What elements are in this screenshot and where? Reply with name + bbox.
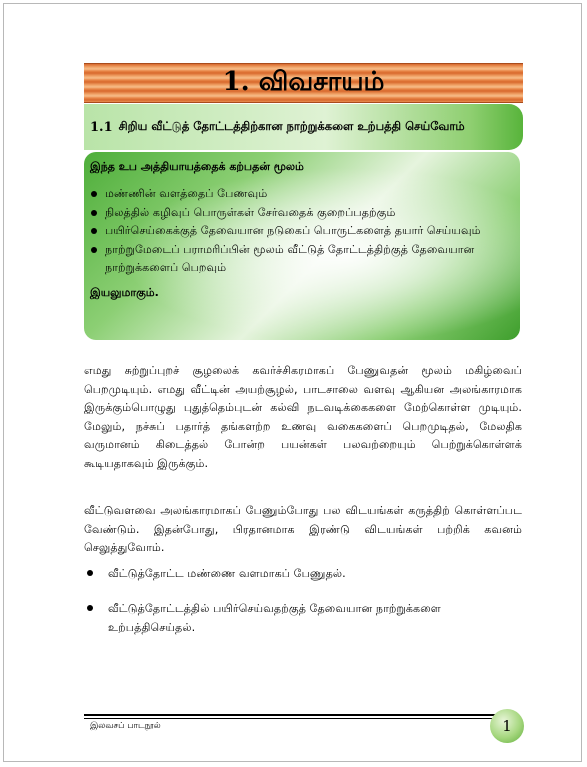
objective-item: நாற்றுமேடைப் பராமரிப்பின் மூலம் வீட்டுத் தோட்டத்திற்குத் தேவையான நாற்றுக்களைப் பெறவும்	[90, 241, 514, 278]
objective-item: நிலத்தில் கழிவுப் பொருள்கள் சேர்வதைக் குறைப்பதற்கும்	[90, 204, 514, 223]
chapter-banner	[84, 63, 523, 103]
footer-rule	[84, 714, 501, 716]
objectives-outro: இயலுமாகும்.	[90, 285, 159, 299]
objective-item: பயிர்செய்கைக்குத் தேவையான நடுகைப் பொருட்களைத் தயார் செய்யவும்	[90, 222, 514, 241]
section-heading-bar	[84, 104, 523, 150]
footer-rule	[84, 718, 501, 719]
bullet-item: வீட்டுத்தோட்ட மண்ணை வளமாகப் பேணுதல்.	[84, 564, 522, 583]
body-paragraph: வீட்டுவளவை அலங்காரமாகப் பேணும்போது பல விடயங்கள் கருத்திற் கொள்ளப்பட வேண்டும். இதன்போது, பிரதானமாக இரண்டு விடயங்கள் பற்றிக் கவனம் செலுத்துவோம்.	[84, 504, 522, 555]
body-paragraph: எமது சுற்றுப்புறச் சூழலைக் கவர்ச்சிகரமாகப் பேணுவதன் மூலம் மகிழ்வைப் பெறமுடியும். எமது வீட்டின் அயற்சூழல், பாடசாலை வளவு ஆகியன அலங்காரமாக இருக்கும்பொழுது புதுத்தெம்புடன் கல்வி நடவடிக்கைகளை மேற்கொள்ள முடியும். மேலும், நச்சுப் பதார்த் தங்களற்ற உணவு வகைகளைப் பெறமுடிதல், மேலதிக வருமானம் கிடைத்தல் போன்ற பயன்கள் பலவற்றையும் பெற்றுக்கொள்ளக் கூடியதாகவும் இருக்கும்.	[84, 364, 522, 470]
bullet-item: வீட்டுத்தோட்டத்தில் பயிர்செய்வதற்குத் தேவையான நாற்றுக்களை உற்பத்திசெய்தல்.	[84, 599, 522, 637]
chapter-title: 1. விவசாயம்	[222, 66, 385, 97]
page-number-badge: 1	[490, 709, 524, 743]
learning-objectives-box	[84, 152, 520, 340]
footer-label: இலவசப் பாடநூல்	[90, 721, 161, 731]
objectives-list	[90, 185, 514, 278]
objectives-intro: இந்த உப அத்தியாயத்தைக் கற்பதன் மூலம்	[90, 160, 304, 173]
objective-item: மண்ணின் வளத்தைப் பேணவும்	[90, 185, 514, 204]
section-title: சிறிய வீட்டுத் தோட்டத்திற்கான நாற்றுக்களை உற்பத்தி செய்வோம்	[118, 119, 465, 133]
section-number: 1.1	[90, 119, 113, 135]
